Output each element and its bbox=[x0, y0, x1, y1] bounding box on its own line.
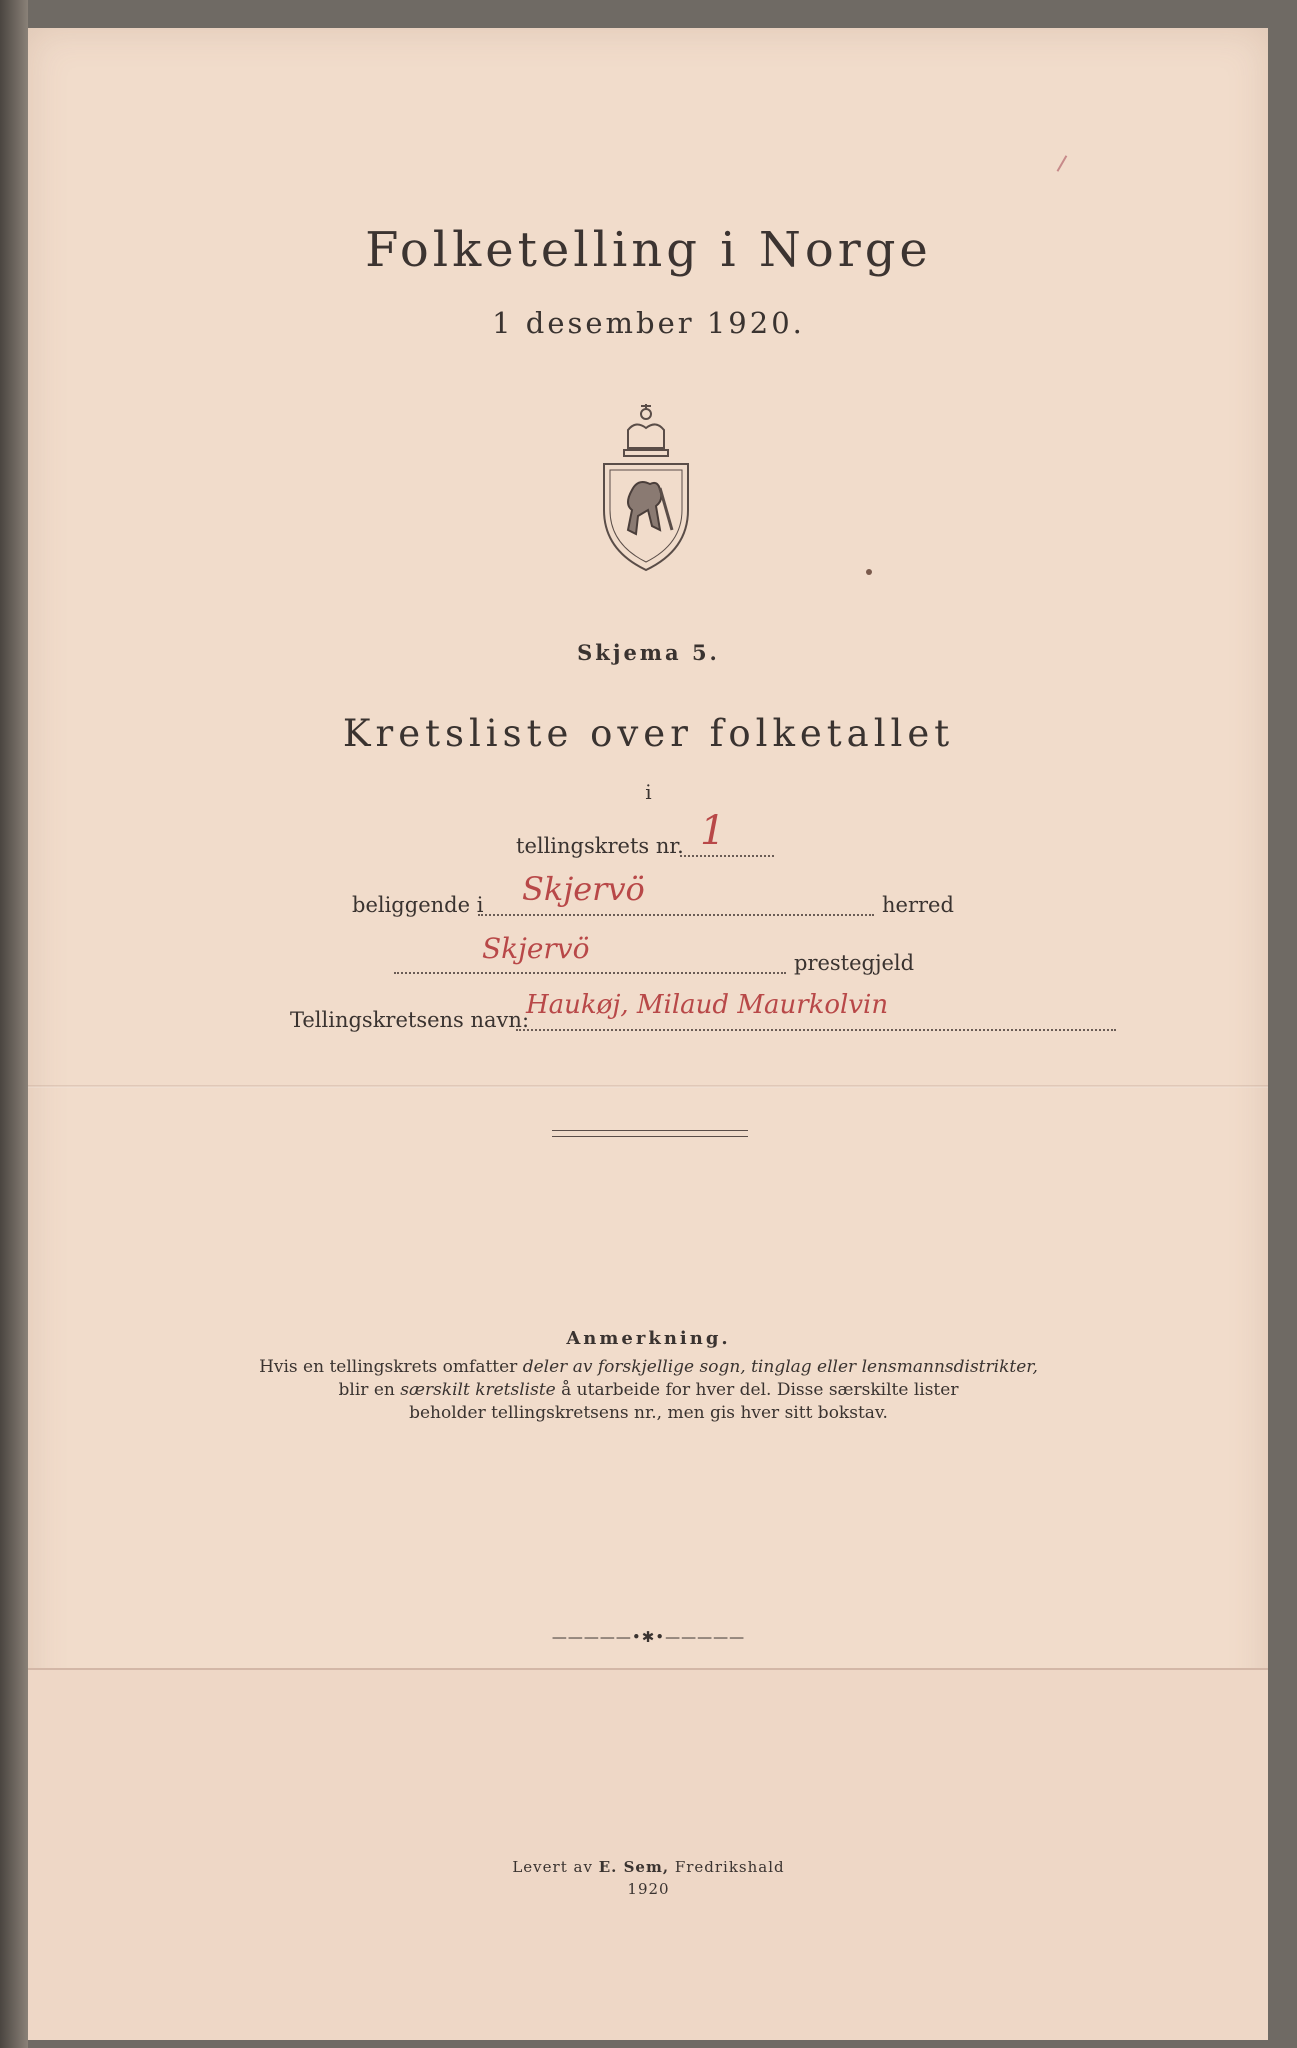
prestegjeld-value: Skjervö bbox=[482, 932, 590, 965]
printer-place: Fredrikshald bbox=[669, 1858, 785, 1876]
beliggende-value: Skjervö bbox=[522, 870, 645, 908]
kretsnavn-label: Tellingskretsens navn: bbox=[290, 1008, 530, 1032]
note-line-1 bbox=[150, 1356, 1147, 1379]
tellingskrets-line bbox=[680, 855, 774, 857]
printer-line bbox=[0, 1856, 1297, 1878]
printer-year: 1920 bbox=[627, 1880, 670, 1898]
note-italic-text: deler av forskjellige sogn, tinglag eller lensmannsdistrikter, bbox=[522, 1357, 1038, 1377]
note-title: Anmerkning. bbox=[566, 1328, 731, 1349]
tellingskrets-number: 1 bbox=[700, 808, 726, 854]
note-line-2 bbox=[150, 1379, 1147, 1402]
preposition-text: i bbox=[645, 780, 652, 804]
ornament-divider: —————•✱•————— bbox=[551, 1628, 746, 1646]
folded-flap bbox=[28, 1668, 1268, 2040]
note-text: å utarbeide for hver del. Disse særskilte lister bbox=[555, 1380, 959, 1400]
norwegian-coat-of-arms-icon bbox=[598, 400, 694, 572]
note-body bbox=[150, 1356, 1147, 1425]
note-italic-text: særskilt kretsliste bbox=[400, 1380, 556, 1400]
paper-fold bbox=[28, 1085, 1268, 1088]
beliggende-label: beliggende i bbox=[352, 893, 484, 917]
printer-name: E. Sem, bbox=[598, 1858, 670, 1876]
printer-prefix: Levert av bbox=[512, 1858, 599, 1876]
tellingskrets-label: tellingskrets nr. bbox=[516, 834, 684, 858]
census-date: 1 desember 1920. bbox=[492, 306, 805, 340]
schema-label: Skjema 5. bbox=[577, 640, 720, 665]
ink-spot bbox=[866, 569, 872, 575]
prestegjeld-label: prestegjeld bbox=[794, 951, 915, 975]
kretsnavn-line bbox=[516, 1029, 1116, 1031]
page-title: Folketelling i Norge bbox=[365, 222, 932, 278]
divider-rule bbox=[552, 1130, 748, 1137]
beliggende-line bbox=[478, 914, 874, 916]
note-line-3: beholder tellingskretsens nr., men gis hver sitt bokstav. bbox=[409, 1403, 888, 1423]
kretsnavn-value: Haukøj, Milaud Maurkolvin bbox=[526, 990, 889, 1020]
herred-label: herred bbox=[882, 893, 954, 917]
form-heading: Kretsliste over folketallet bbox=[342, 712, 955, 755]
printer-imprint bbox=[0, 1856, 1297, 1900]
prestegjeld-line bbox=[394, 972, 786, 974]
note-text: Hvis en tellingskrets omfatter bbox=[259, 1357, 523, 1377]
note-text: blir en bbox=[338, 1380, 401, 1400]
